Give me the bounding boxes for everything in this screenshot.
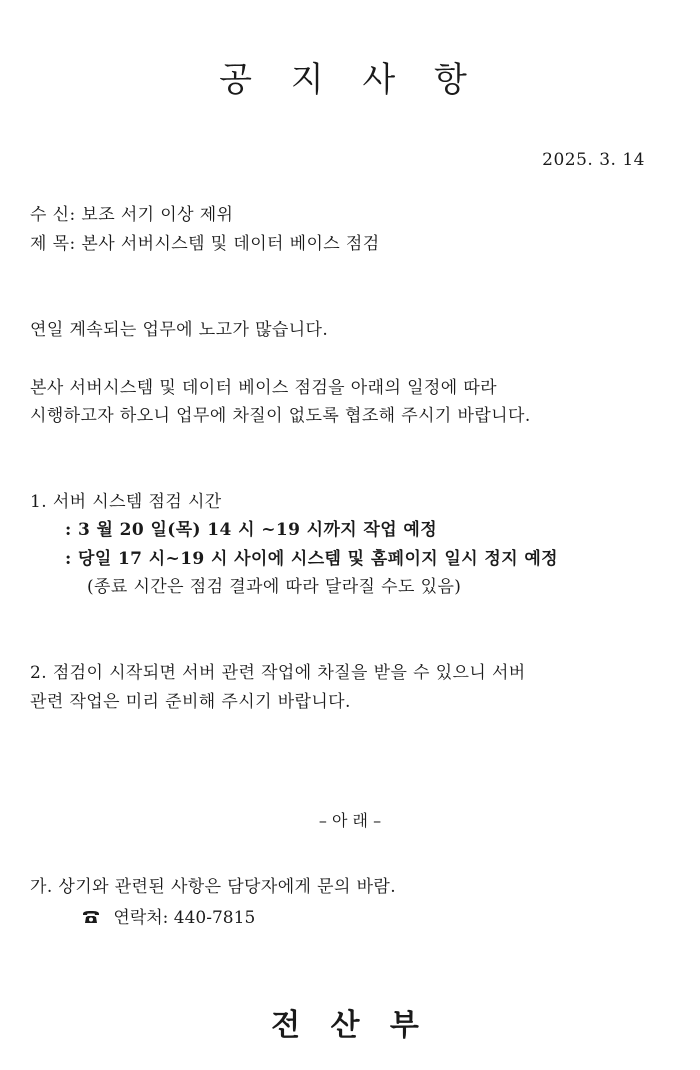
department-signature: 전 산 부 <box>271 1008 429 1043</box>
notice-date: 2025. 3. 14 <box>542 150 645 170</box>
section2-line: 관련 작업은 미리 준비해 주시기 바랍니다. <box>30 692 351 712</box>
below-marker: – 아 래 – <box>318 811 382 830</box>
body-line: 본사 서버시스템 및 데이터 베이스 점검을 아래의 일정에 따라 <box>30 378 497 398</box>
subject-line: 제 목: 본사 서버시스템 및 데이터 베이스 점검 <box>30 234 380 254</box>
section1-note: (종료 시간은 점검 결과에 따라 달라질 수도 있음) <box>87 577 462 597</box>
greeting-line: 연일 계속되는 업무에 노고가 많습니다. <box>30 320 329 340</box>
contact-line <box>82 903 255 928</box>
section1-schedule: : 3 월 20 일(목) 14 시 ~19 시까지 작업 예정 <box>65 520 438 540</box>
section1-downtime: : 당일 17 시~19 시 사이에 시스템 및 홈페이지 일시 정지 예정 <box>65 549 558 569</box>
contact-text: 연락처: 440-7815 <box>113 908 256 928</box>
section2-line: 2. 점검이 시작되면 서버 관련 작업에 차질을 받을 수 있으니 서버 <box>30 663 526 683</box>
phone-icon <box>82 909 100 923</box>
notice-title: 공 지 사 항 <box>219 60 481 100</box>
body-line: 시행하고자 하오니 업무에 차질이 없도록 협조해 주시기 바랍니다. <box>30 406 531 426</box>
section1-heading: 1. 서버 시스템 점검 시간 <box>30 492 222 512</box>
recipient-line: 수 신: 보조 서기 이상 제위 <box>30 205 234 225</box>
item-ga: 가. 상기와 관련된 사항은 담당자에게 문의 바람. <box>30 877 397 897</box>
